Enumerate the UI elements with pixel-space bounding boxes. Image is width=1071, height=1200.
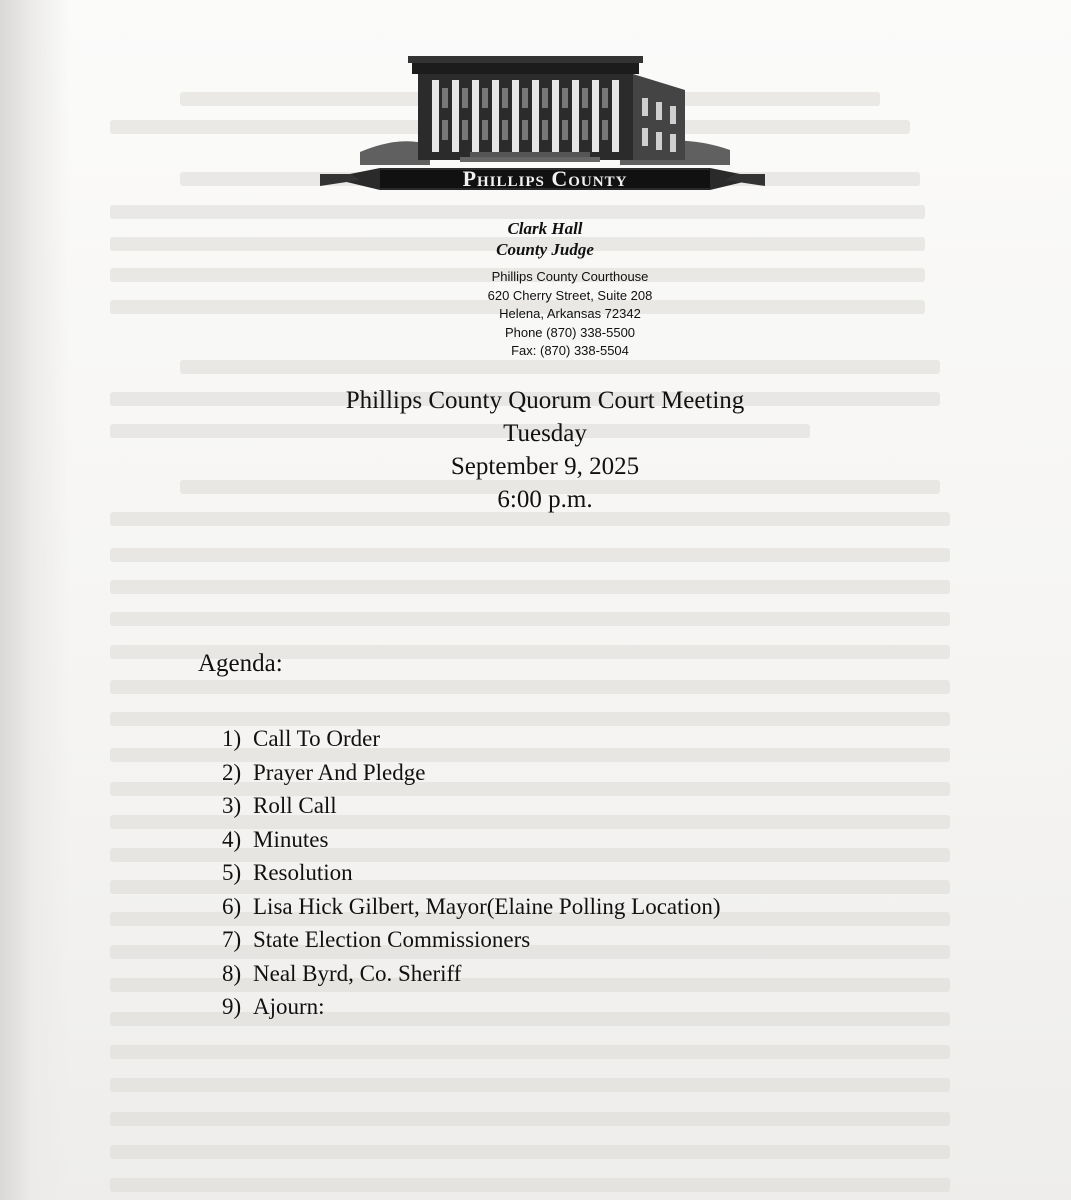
agenda-item-number: 7) xyxy=(222,927,242,952)
judge-name: Clark Hall xyxy=(507,219,583,238)
county-logo xyxy=(320,40,765,195)
agenda-item-label: Resolution xyxy=(253,860,353,885)
agenda-item-number: 2) xyxy=(222,759,242,785)
logo-banner-text: Phillips County xyxy=(462,166,628,191)
agenda-heading: Agenda: xyxy=(198,650,283,677)
meeting-date: September 9, 2025 xyxy=(450,453,640,480)
list-item xyxy=(222,856,862,890)
list-item xyxy=(222,722,862,756)
agenda-item-label: Call To Order xyxy=(253,726,380,751)
address-phone: Phone (870) 338-5500 xyxy=(504,324,636,340)
agenda-item-label: Neal Byrd, Co. Sheriff xyxy=(253,960,462,986)
agenda-list xyxy=(222,722,862,1024)
agenda-item-number: 3) xyxy=(222,793,242,818)
meeting-block xyxy=(230,384,860,516)
judge-title: County Judge xyxy=(496,240,594,259)
list-item xyxy=(222,990,862,1024)
agenda-item-number: 8) xyxy=(222,960,242,986)
meeting-title: Phillips County Quorum Court Meeting xyxy=(345,387,745,414)
agenda-item-number: 9) xyxy=(222,994,242,1019)
agenda-item-label: Ajourn: xyxy=(253,994,325,1019)
list-item xyxy=(222,823,862,857)
agenda-item-label: Lisa Hick Gilbert, Mayor(Elaine Polling Location) xyxy=(253,893,721,919)
agenda-item-label: State Election Commissioners xyxy=(253,927,531,952)
agenda-item-number: 4) xyxy=(222,826,242,852)
address-block xyxy=(440,268,700,361)
list-item xyxy=(222,923,862,957)
office-header xyxy=(380,218,710,260)
address-fax: Fax: (870) 338-5504 xyxy=(511,343,629,358)
agenda-item-number: 6) xyxy=(222,893,242,919)
address-building: Phillips County Courthouse xyxy=(491,269,649,284)
agenda-item-number: 1) xyxy=(222,726,242,751)
list-item xyxy=(222,890,862,924)
agenda-item-label: Roll Call xyxy=(253,793,337,818)
agenda-item-label: Prayer And Pledge xyxy=(253,759,426,785)
list-item xyxy=(222,789,862,823)
list-item xyxy=(222,756,862,790)
meeting-time: 6:00 p.m. xyxy=(497,486,593,513)
address-city: Helena, Arkansas 72342 xyxy=(499,306,641,321)
meeting-day: Tuesday xyxy=(503,420,587,447)
address-street: 620 Cherry Street, Suite 208 xyxy=(487,287,653,303)
agenda-item-label: Minutes xyxy=(253,826,329,852)
list-item xyxy=(222,957,862,991)
agenda-item-number: 5) xyxy=(222,860,242,885)
